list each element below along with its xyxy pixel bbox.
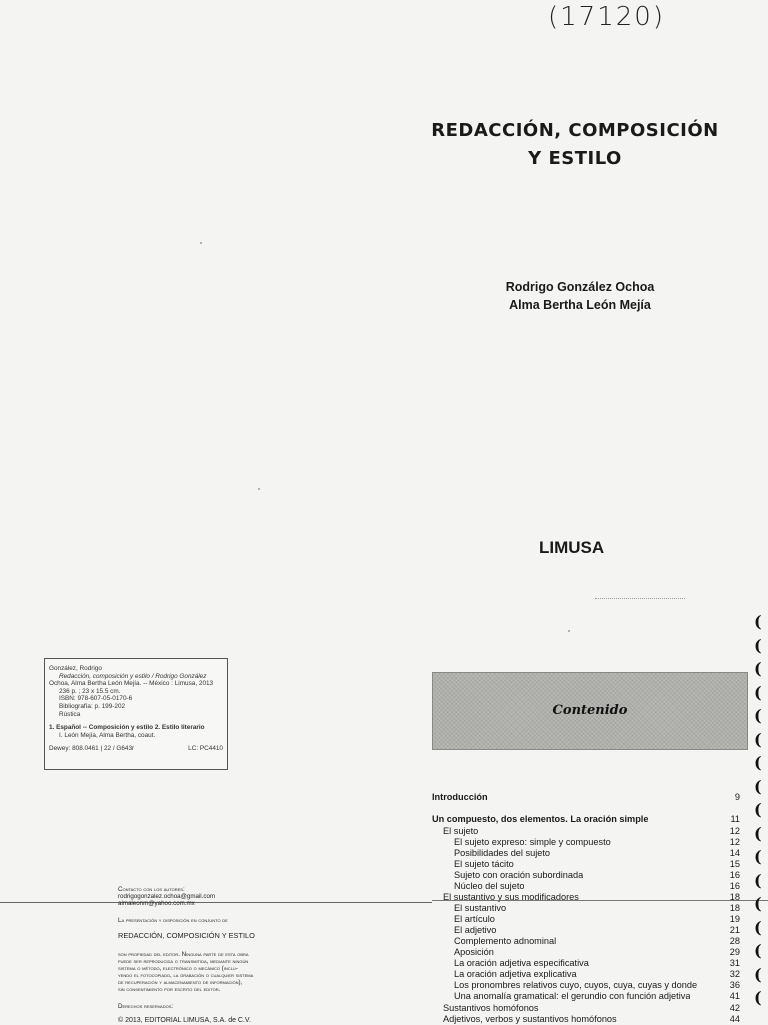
divider [595,598,685,599]
margin-mark: ( [754,729,762,749]
toc-entry-title: Aposición [454,947,494,957]
toc-entry-title: Una anomalía gramatical: el gerundio con función adjetiva [454,991,691,1001]
margin-mark: ( [754,988,762,1007]
cip-line: González, Rodrigo [49,665,102,672]
toc-entry [432,947,740,958]
toc-entry [432,826,740,837]
rights-line: sin consentimiento por escrito del editor. [118,986,221,993]
rights-line: puede ser reproducida o transmitida, mediante ningún [118,958,249,965]
toc-entry-title: Posibilidades del sujeto [454,848,551,858]
toc-entry-page: 15 [729,859,740,869]
book-title-line-1: REDACCIÓN, COMPOSICIÓN [431,120,719,141]
editorial-copyright: © 2013, EDITORIAL LIMUSA, S.A. de C.V. [118,1017,251,1024]
contents-header-box [432,672,748,750]
margin-mark: ( [754,635,762,655]
toc-entry-title: Adjetivos, verbos y sustantivos homófonos [443,1014,617,1024]
toc-entry [432,1014,740,1025]
rights-line: son propiedad del editor. Ninguna parte de esta obra [118,951,249,958]
cip-line: Redacción, composición y estilo / Rodrigo González [59,672,207,680]
toc-entry-title: El sujeto expreso: simple y compuesto [454,837,611,847]
handwritten-note: (17120) [548,2,665,32]
contact-email-1: rodrigogonzalez.ochoa@gmail.com [118,893,216,900]
toc-entry [432,848,740,859]
toc-entry-page: 44 [729,1014,740,1024]
toc-entry-title: El sustantivo [454,903,507,913]
margin-mark: ( [754,753,762,772]
toc-entry [432,903,740,914]
toc-entry [432,914,740,925]
margin-mark: ( [754,682,762,702]
contents-label: Contenido [552,703,628,718]
author-2: Alma Bertha León Mejía [509,298,651,312]
margin-mark: ( [754,823,762,843]
work-title: REDACCIÓN, COMPOSICIÓN Y ESTILO [118,931,255,940]
cip-lc: LC: PC4410 [188,745,223,753]
toc-entry [432,881,740,892]
toc-entry-page: 31 [729,958,740,968]
toc-entry-page: 12 [729,837,740,847]
toc-entry-page: 18 [729,903,740,913]
toc-entry-page: 12 [729,826,740,836]
toc-entry-page: 28 [729,936,740,946]
presentation-note: La presentación y disposición en conjunto de [118,917,228,924]
cip-line: 236 p. ; 23 x 15.5 cm. [59,687,121,695]
toc-entry [432,958,740,969]
toc-entry-title: El adjetivo [454,925,497,935]
margin-mark: ( [754,917,762,937]
margin-mark: ( [754,941,762,960]
margin-mark: ( [754,800,762,819]
margin-mark: ( [754,894,762,913]
toc-entry-title: Sustantivos homófonos [443,1003,539,1013]
margin-mark: ( [754,612,762,631]
contact-email-2: almaleonm@yahoo.com.mx [118,900,195,907]
toc-entry-page: 19 [729,914,740,924]
toc-entry-page: 14 [729,848,740,858]
toc-entry-title: Los pronombres relativos cuyo, cuyos, cuya, cuyas y donde [454,980,698,990]
cip-subjects: 1. Español -- Composición y estilo 2. Estilo literario [49,724,205,732]
margin-mark: ( [754,776,762,796]
toc-entry-title: El sujeto [443,826,479,836]
toc-entry-title: Introducción [432,792,488,802]
speck [568,630,570,632]
toc-entry [432,1003,740,1014]
toc-entry-title: Núcleo del sujeto [454,881,525,891]
toc-entry-title: El sustantivo y sus modificadores [443,892,579,902]
cip-line: Ochoa, Alma Bertha León Mejía. -- México : Limusa, 2013 [49,680,214,688]
cip-dewey: Dewey: 808.0461 | 22 / G643r [49,745,135,753]
toc-entry [432,991,740,1002]
cataloging-record [44,658,228,770]
divider [0,902,432,903]
toc-entry-title: La oración adjetiva especificativa [454,958,589,968]
divider [432,900,768,901]
rights-line: yendo el fotocopiado, la grabación o cualquier sistema [118,972,254,979]
cip-line: Rústica [59,710,81,718]
toc-entry [432,792,740,803]
margin-mark: ( [754,870,762,890]
toc-entry-title: Sujeto con oración subordinada [454,870,584,880]
cip-line: Bibliografía: p. 199-202 [59,702,126,710]
toc-entry [432,859,740,870]
toc-entry-title: El sujeto tácito [454,859,514,869]
publisher-name: LIMUSA [539,538,605,557]
margin-mark: ( [754,706,762,725]
toc-entry [432,925,740,936]
toc-entry [432,870,740,881]
toc-entry-page: 41 [729,991,740,1001]
author-1: Rodrigo González Ochoa [505,280,655,294]
toc-entry [432,969,740,980]
toc-entry-title: La oración adjetiva explicativa [454,969,577,979]
rights-line: sistema o método, electrónico o mecánico (inclu- [118,965,238,972]
toc-entry [432,980,740,991]
toc-entry [432,837,740,848]
toc-entry-page: 32 [729,969,740,979]
speck [258,488,260,490]
cip-line: ISBN: 978-607-05-0170-6 [59,695,133,703]
toc-entry-page: 42 [729,1003,740,1013]
toc-entry [432,814,740,825]
book-title-line-2: Y ESTILO [528,148,622,169]
toc-entry-page: 16 [729,881,740,891]
contact-label: Contacto con los autores: [118,886,185,893]
toc-entry-page: 16 [729,870,740,880]
margin-mark: ( [754,659,762,678]
toc-entry-page: 18 [729,892,740,902]
toc-entry-title: Complemento adnominal [454,936,557,946]
toc-entry-title: Un compuesto, dos elementos. La oración simple [432,814,649,824]
toc-entry-page: 11 [730,814,740,824]
rights-line: de recuperación y almacenamiento de información), [118,979,243,986]
toc-entry [432,892,740,903]
cip-coauthor: I. León Mejía, Alma Bertha, coaut. [59,731,156,739]
toc-entry-page: 9 [734,792,740,802]
toc-entry-page: 21 [729,925,740,935]
margin-mark: ( [754,847,762,866]
toc-entry-page: 29 [729,947,740,957]
speck [200,242,202,244]
rights-reserved: Derechos reservados: [118,1003,174,1010]
toc-entry-page: 36 [729,980,740,990]
toc-entry-title: El artículo [454,914,495,924]
toc-entry [432,936,740,947]
margin-mark: ( [754,964,762,984]
